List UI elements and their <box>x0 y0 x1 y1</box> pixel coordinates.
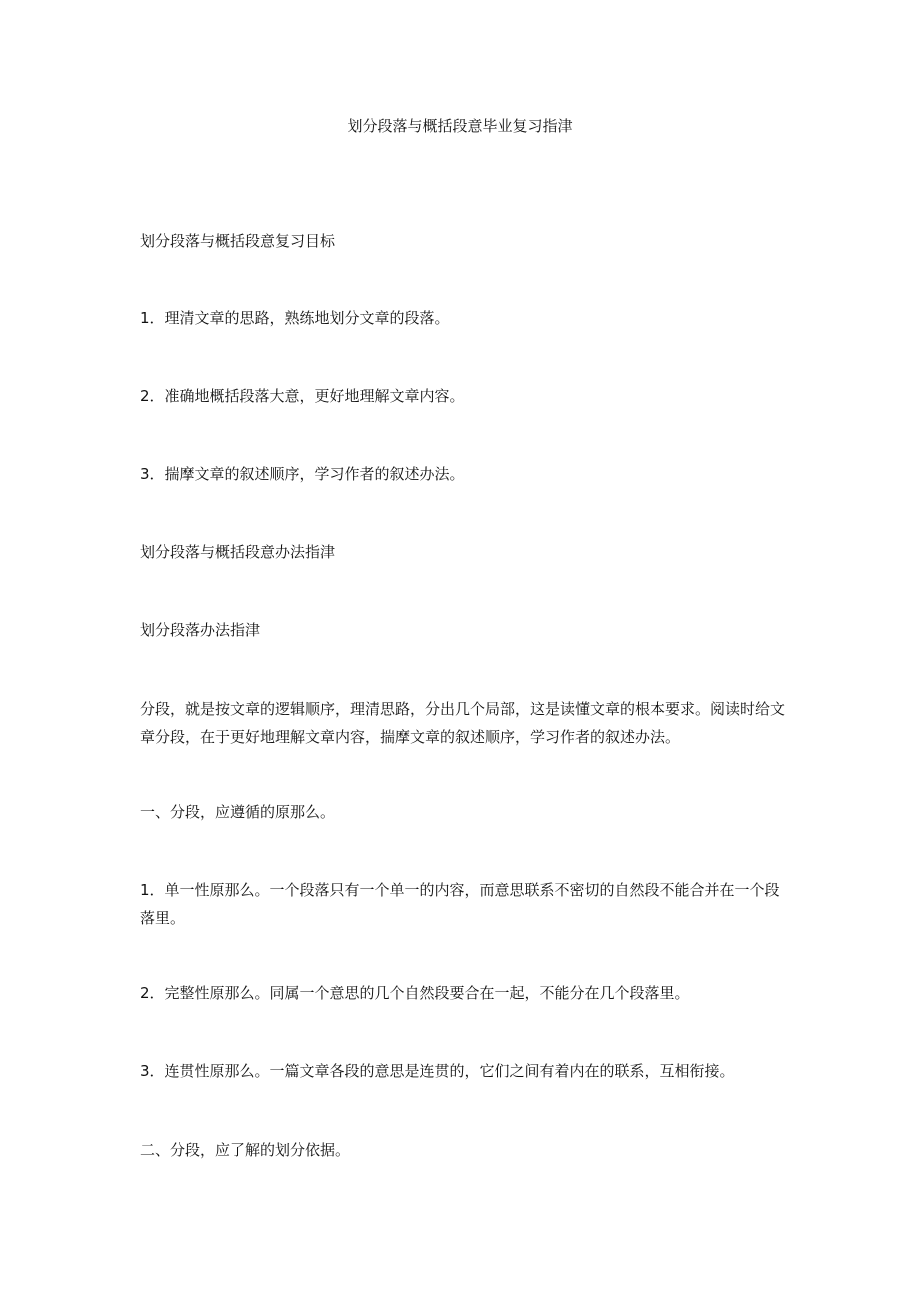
section-heading: 划分段落与概括段意办法指津 <box>140 543 336 561</box>
list-item: 3．揣摩文章的叙述顺序，学习作者的叙述办法。 <box>140 465 465 483</box>
numbered-heading: 二、分段，应了解的划分依据。 <box>140 1141 351 1159</box>
numbered-heading: 一、分段，应遵循的原那么。 <box>140 803 336 821</box>
subsection-heading: 划分段落办法指津 <box>140 621 261 639</box>
body-paragraph: 分段，就是按文章的逻辑顺序，理清思路，分出几个局部，这是读懂文章的根本要求。阅读时给文章分段，在于更好地理解文章内容，揣摩文章的叙述顺序，学习作者的叙述办法。 <box>140 700 786 746</box>
section-heading: 划分段落与概括段意复习目标 <box>140 232 336 250</box>
document-title: 划分段落与概括段意毕业复习指津 <box>347 117 573 135</box>
list-item: 1．单一性原那么。一个段落只有一个单一的内容，而意思联系不密切的自然段不能合并在一个段落里。 <box>140 881 780 927</box>
list-item: 2．准确地概括段落大意，更好地理解文章内容。 <box>140 387 465 405</box>
list-item: 3．连贯性原那么。一篇文章各段的意思是连贯的，它们之间有着内在的联系，互相衔接。 <box>140 1062 735 1080</box>
list-item: 1．理清文章的思路，熟练地划分文章的段落。 <box>140 309 450 327</box>
list-item: 2．完整性原那么。同属一个意思的几个自然段要合在一起，不能分在几个段落里。 <box>140 984 690 1002</box>
